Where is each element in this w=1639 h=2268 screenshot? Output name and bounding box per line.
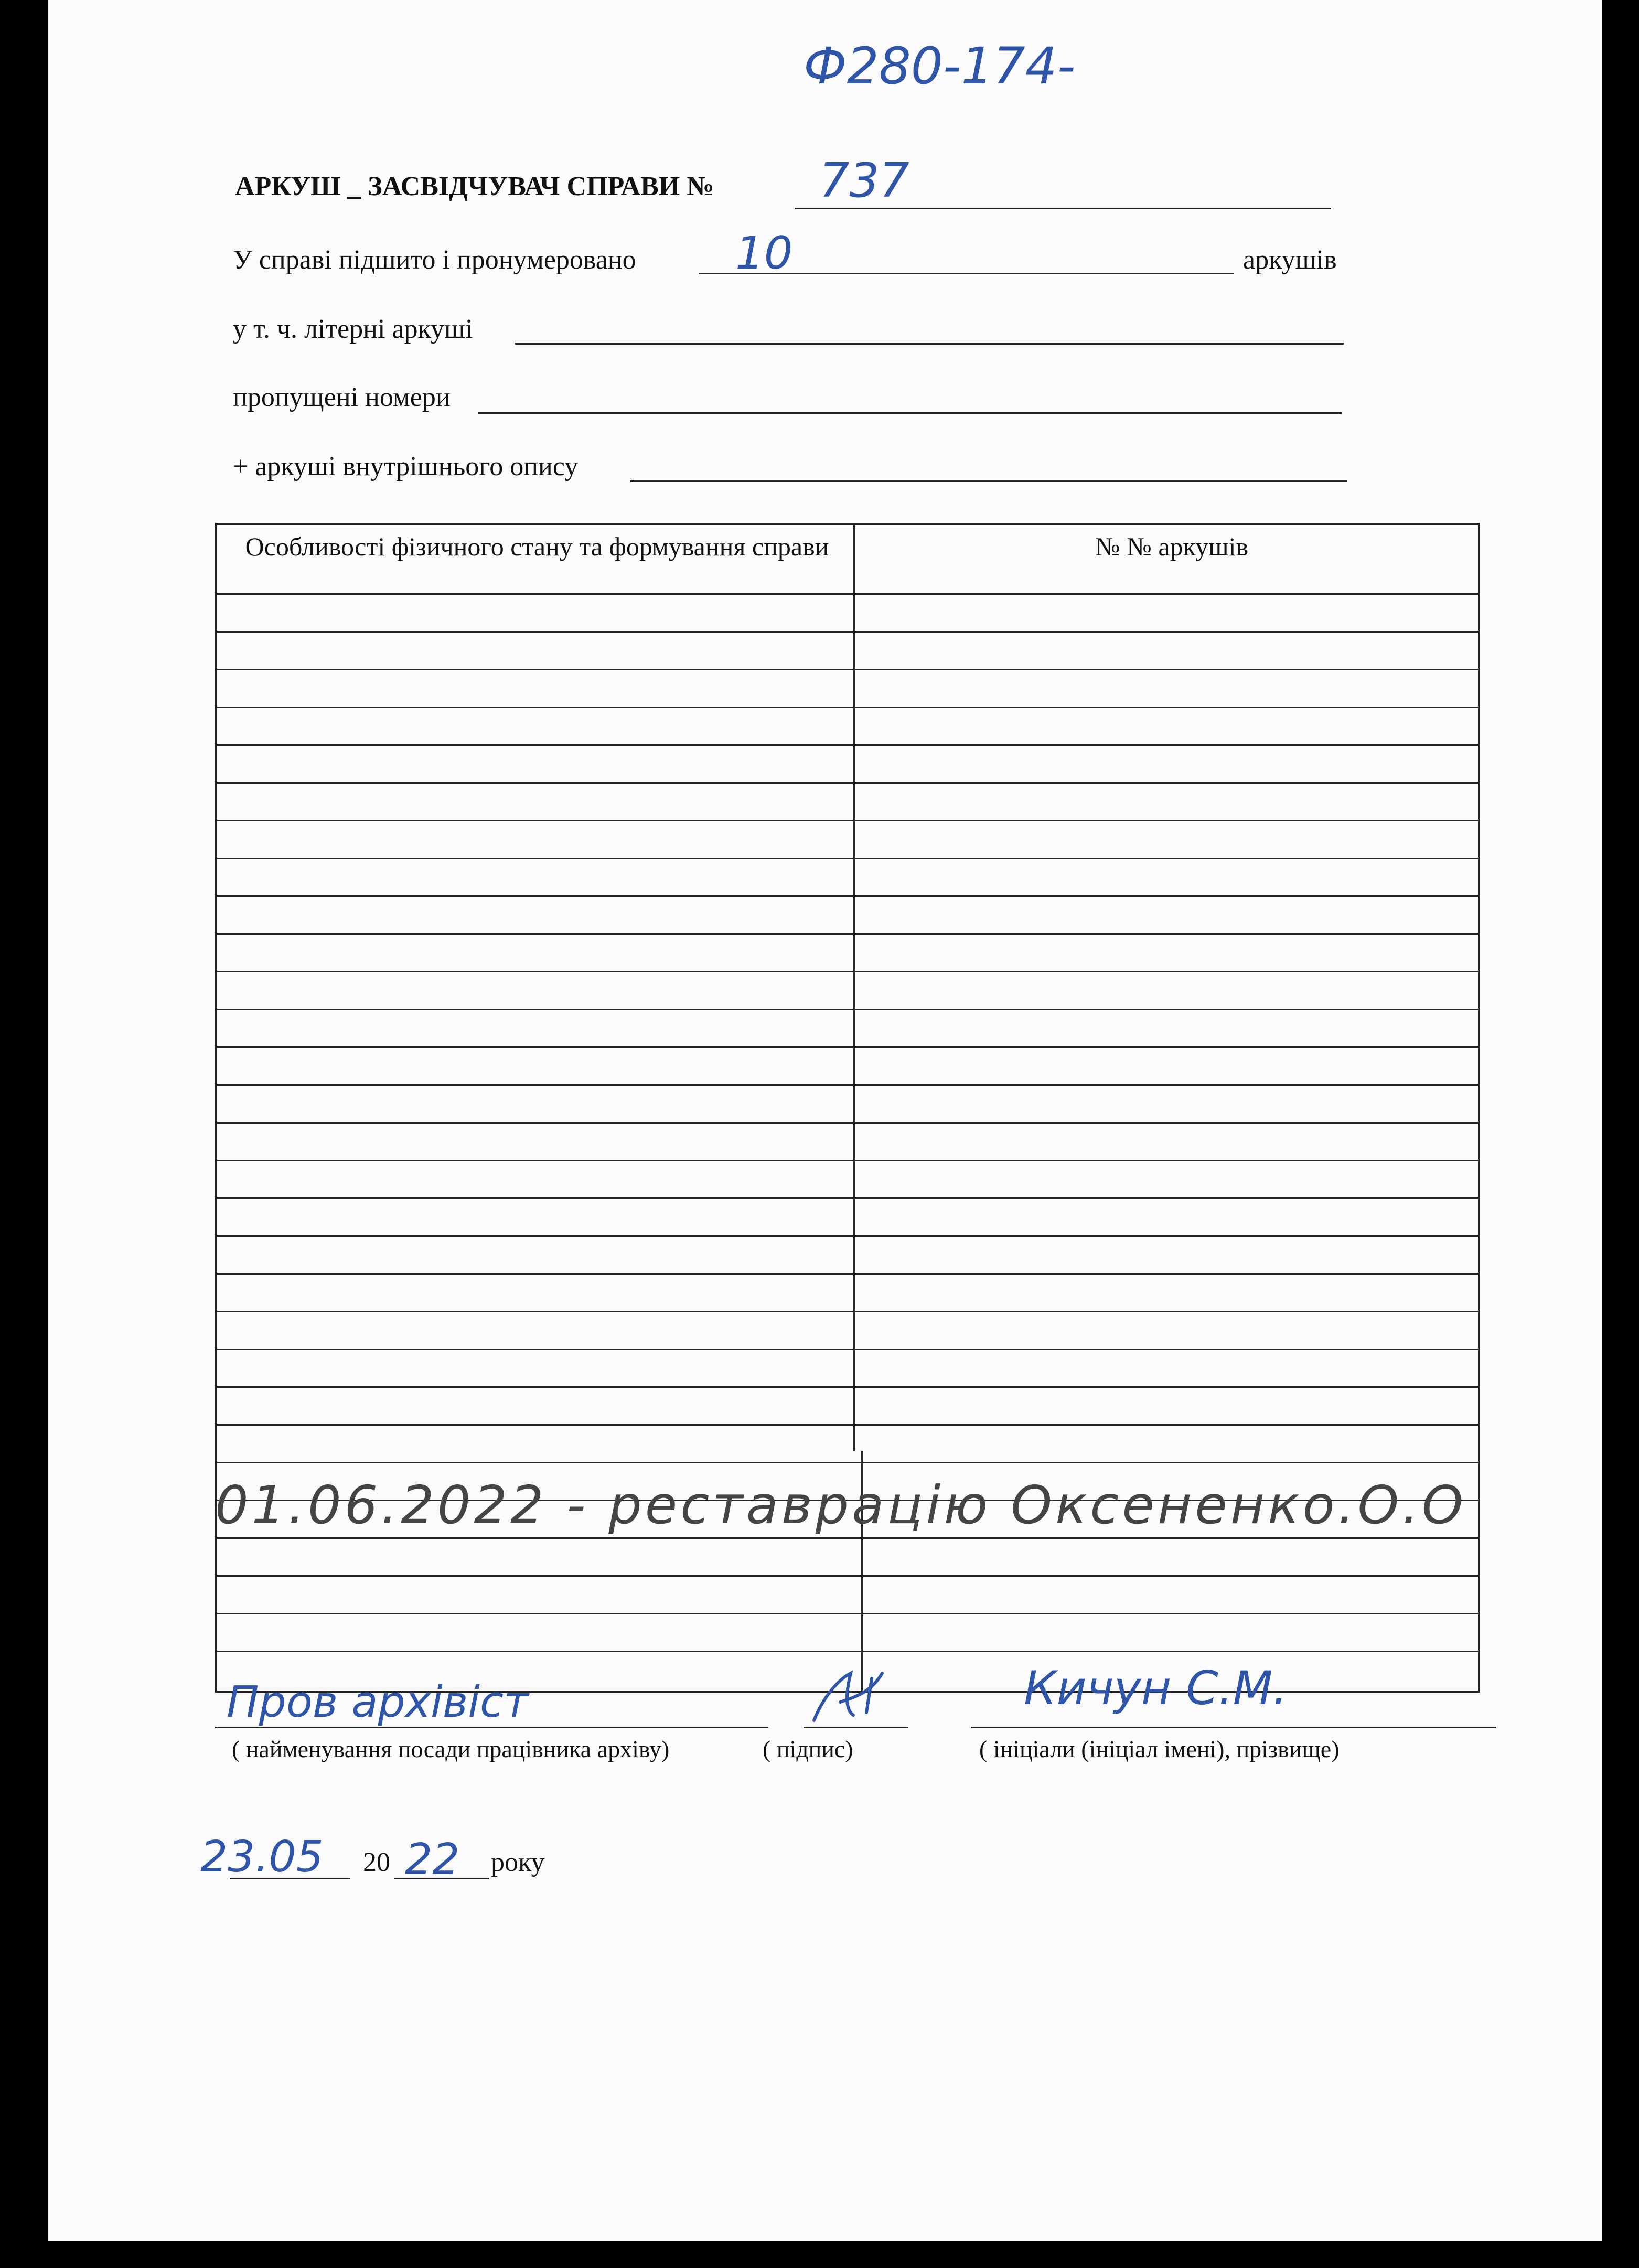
position-value: Пров архівіст bbox=[227, 1677, 529, 1727]
form-title: АРКУШ _ ЗАСВІДЧУВАЧ СПРАВИ № bbox=[235, 172, 714, 201]
restoration-entry: 01.06.2022 - реставрацію Оксененко.О.О bbox=[215, 1474, 1466, 1536]
table-row-line bbox=[217, 744, 1478, 746]
signature-caption: ( підпис) bbox=[763, 1736, 853, 1762]
date-day-underline bbox=[230, 1878, 350, 1879]
table-row-line bbox=[217, 782, 1478, 784]
table-row-line bbox=[217, 1311, 1478, 1312]
name-value: Кичун С.М. bbox=[1024, 1661, 1288, 1715]
table-row-line bbox=[217, 1235, 1478, 1237]
table-row-line bbox=[217, 707, 1478, 708]
table-row-line bbox=[217, 1273, 1478, 1275]
missing-numbers-underline bbox=[478, 412, 1342, 414]
table-row-line bbox=[217, 1462, 1478, 1463]
date-year-underline bbox=[394, 1878, 489, 1879]
name-underline bbox=[971, 1727, 1496, 1728]
date-day-month: 23.05 bbox=[200, 1832, 324, 1882]
table-row-line bbox=[217, 593, 1478, 595]
case-number: 737 bbox=[819, 153, 909, 208]
signature-underline bbox=[804, 1727, 908, 1728]
sheets-suffix: аркушів bbox=[1243, 245, 1337, 275]
table-row-line bbox=[217, 858, 1478, 859]
date-year-prefix: 20 bbox=[363, 1847, 390, 1877]
table-row-line bbox=[217, 669, 1478, 670]
missing-numbers-label: пропущені номери bbox=[233, 382, 451, 412]
table-row-line bbox=[217, 1651, 1478, 1652]
document-sheet bbox=[48, 0, 1602, 2241]
archive-code: Ф280-174- bbox=[804, 37, 1076, 95]
column-header-features: Особливості фізичного стану та формування справи bbox=[245, 532, 829, 561]
table-row-line bbox=[217, 1122, 1478, 1124]
table-row-line bbox=[217, 1575, 1478, 1577]
table-row-line bbox=[217, 1009, 1478, 1010]
table-row-line bbox=[217, 631, 1478, 633]
name-caption: ( ініціали (ініціал імені), прізвище) bbox=[979, 1736, 1340, 1762]
table-row-line bbox=[217, 1349, 1478, 1350]
date-word: року bbox=[491, 1847, 545, 1877]
column-header-sheet-numbers: № № аркушів bbox=[1095, 532, 1249, 561]
table-row-line bbox=[217, 820, 1478, 821]
position-underline bbox=[215, 1727, 768, 1728]
letter-sheets-underline bbox=[515, 343, 1344, 345]
inner-inventory-label: + аркуші внутрішнього опису bbox=[233, 452, 579, 482]
table-row-line bbox=[217, 1613, 1478, 1614]
sheets-count: 10 bbox=[735, 227, 793, 280]
inner-inventory-underline bbox=[630, 480, 1347, 482]
table-row-line bbox=[217, 1424, 1478, 1426]
table-row-line bbox=[217, 1046, 1478, 1048]
stitched-label: У справі підшито і пронумеровано bbox=[233, 245, 636, 275]
table-row-line bbox=[217, 1197, 1478, 1199]
position-caption: ( найменування посади працівника архіву) bbox=[232, 1736, 670, 1762]
table-row-line bbox=[217, 933, 1478, 935]
table-row-line bbox=[217, 895, 1478, 897]
table-row-line bbox=[217, 1084, 1478, 1086]
date-year-suffix: 22 bbox=[405, 1835, 460, 1885]
table-row-line bbox=[217, 1160, 1478, 1161]
table-row-line bbox=[217, 1386, 1478, 1388]
table-row-line bbox=[217, 1537, 1478, 1539]
signature-mark bbox=[804, 1663, 893, 1731]
table-row-line bbox=[217, 971, 1478, 972]
letter-sheets-label: у т. ч. літерні аркуші bbox=[233, 314, 473, 344]
